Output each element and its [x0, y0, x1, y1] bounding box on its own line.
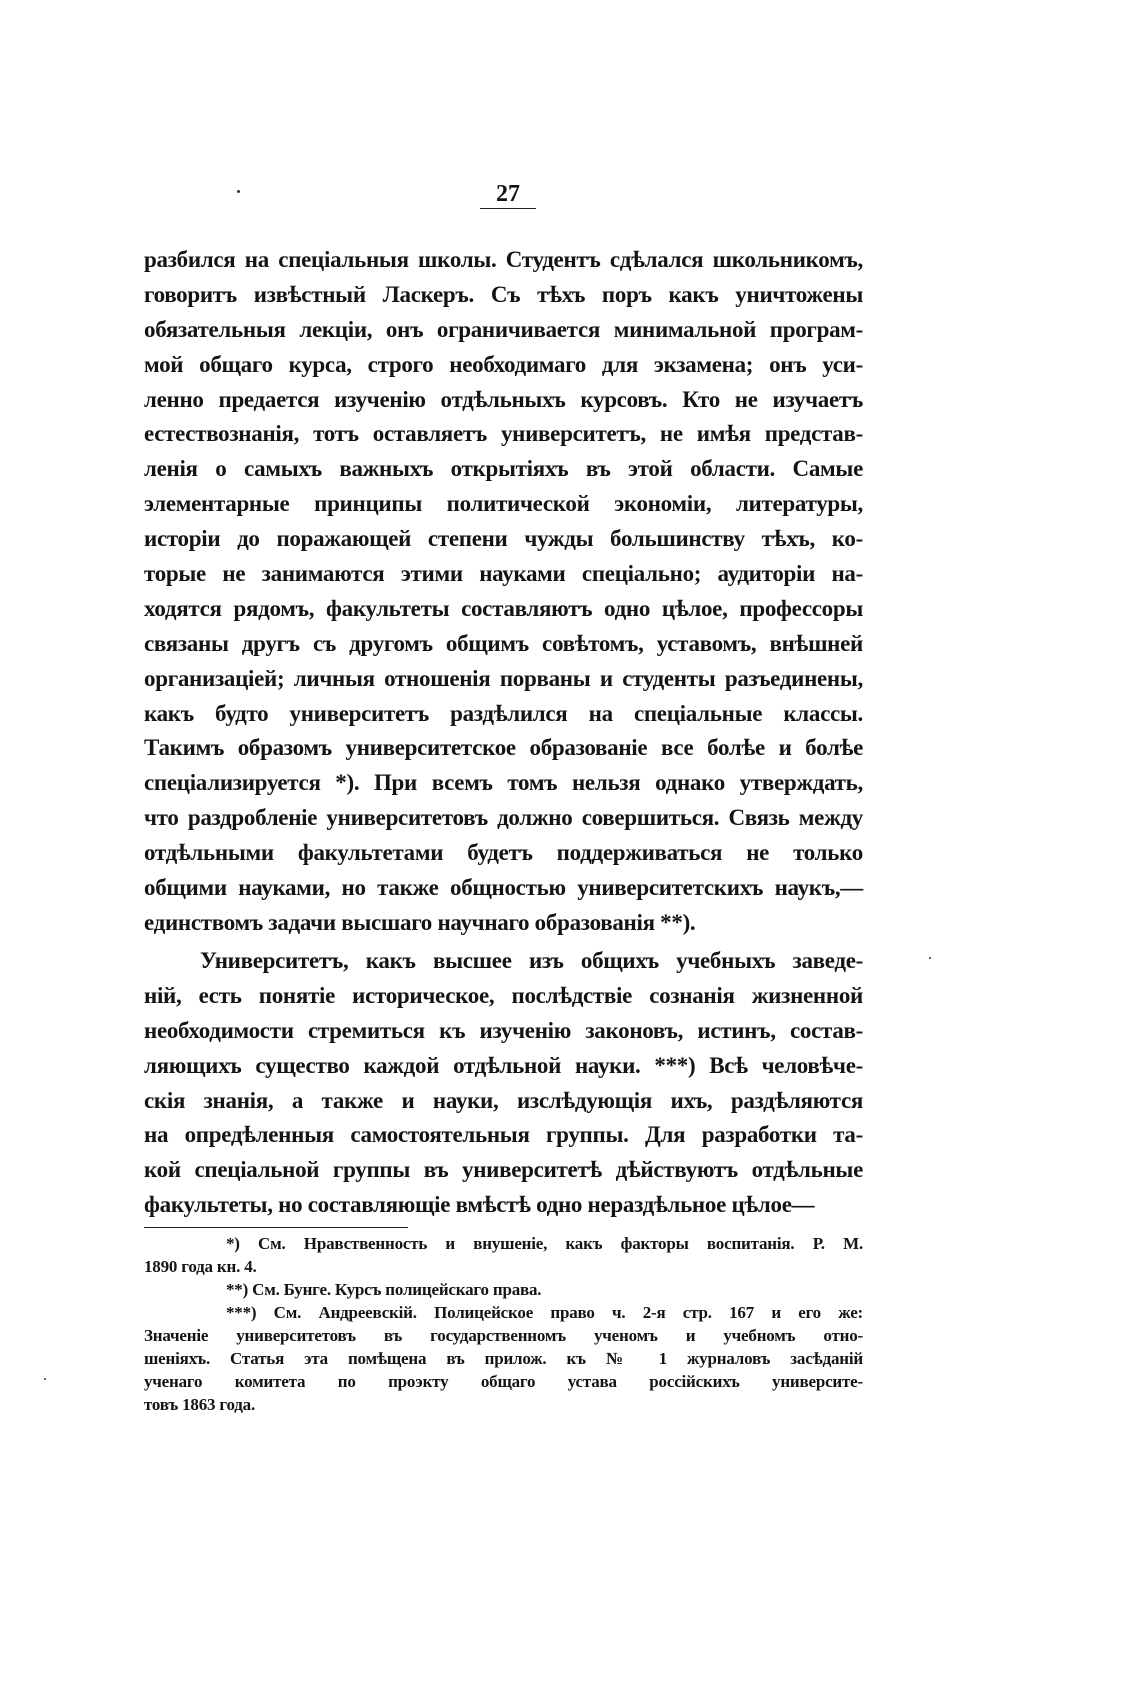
text-line: связаны другъ съ другомъ общимъ совѣтомъ, уставомъ, внѣшней [144, 630, 863, 656]
text-line: Значеніе университетовъ въ государственномъ ученомъ и учебномъ отно- [144, 1326, 863, 1345]
text-line: исторіи до поражающей степени чужды большинству тѣхъ, ко- [144, 526, 863, 552]
text-line: ленія о самыхъ важныхъ открытіяхъ въ этой области. Самые [144, 456, 863, 482]
text-line: товъ 1863 года. [144, 1395, 256, 1414]
text-line: единствомъ задачи высшаго научнаго образованія **). [144, 909, 696, 935]
text-line: ній, есть понятіе историческое, послѣдствіе сознанія жизненной [144, 982, 863, 1008]
text-line: элементарные принципы политической экономіи, литературы, [144, 491, 863, 517]
text-line: ученаго комитета по проэкту общаго устава россійскихъ университе- [144, 1372, 863, 1391]
text-line: отдѣльными факультетами будетъ поддерживаться не только [144, 840, 863, 866]
text-line: мой общаго курса, строго необходимаго для экзамена; онъ уси- [144, 351, 863, 377]
text-line: на опредѣленныя самостоятельныя группы. Для разработки та- [144, 1122, 863, 1148]
text-line: ляющихъ существо каждой отдѣльной науки. ***) Всѣ человѣче- [144, 1052, 863, 1078]
footnote [144, 1301, 863, 1416]
scan-speck [237, 190, 240, 193]
scan-speck [44, 1378, 46, 1380]
text-line: ленно предается изученію отдѣльныхъ курсовъ. Кто не изучаетъ [144, 386, 863, 412]
text-line: шеніяхъ. Статья эта помѣщена въ прилож. къ № 1 журналовъ засѣданій [144, 1349, 863, 1368]
text-line: 1890 года кн. 4. [144, 1257, 257, 1276]
text-line: *) См. Нравственность и внушеніе, какъ факторы воспитанія. Р. М. [226, 1234, 863, 1253]
text-line: естествознанія, тотъ оставляетъ университетъ, не имѣя представ- [144, 421, 863, 447]
text-line: ходятся рядомъ, факультеты составляютъ одно цѣлое, профессоры [144, 595, 863, 621]
text-line: спеціализируется *). При всемъ томъ нельзя однако утверждать, [144, 770, 863, 796]
text-line: кой спеціальной группы въ университетѣ дѣйствуютъ отдѣльные [144, 1157, 863, 1183]
text-line: что раздробленіе университетовъ должно совершиться. Связь между [144, 805, 863, 831]
text-line: организаціей; личныя отношенія порваны и студенты разъединены, [144, 665, 863, 691]
footnotes [144, 1232, 863, 1416]
text-line: Университетъ, какъ высшее изъ общихъ учебныхъ заведе- [200, 948, 863, 973]
text-line: обязательныя лекціи, онъ ограничивается минимальной програм- [144, 316, 863, 342]
text-line: общими науками, но также общностью университетскихъ наукъ,— [144, 875, 863, 901]
footnote-divider [144, 1227, 408, 1228]
paragraph-1 [144, 243, 863, 941]
text-line: Такимъ образомъ университетское образованіе все болѣе и болѣе [144, 735, 863, 761]
scan-speck [929, 957, 931, 959]
page-number: 27 [480, 180, 536, 209]
text-line: **) См. Бунге. Курсъ полицейскаго права. [226, 1280, 542, 1299]
text-line: ***) См. Андреевскій. Полицейское право ч. 2-я стр. 167 и его же: [226, 1303, 863, 1322]
text-line: разбился на спеціальныя школы. Студентъ сдѣлался школьникомъ, [144, 247, 863, 272]
text-line: факультеты, но составляющіе вмѣстѣ одно нераздѣльное цѣлое— [144, 1192, 815, 1218]
text-line: торые не занимаются этими науками спеціально; аудиторіи на- [144, 561, 863, 587]
text-line: скія знанія, а также и науки, изслѣдующія ихъ, раздѣляются [144, 1087, 863, 1113]
footnote [144, 1278, 863, 1301]
text-line: необходимости стремиться къ изученію законовъ, истинъ, состав- [144, 1017, 863, 1043]
text-line: говоритъ извѣстный Ласкеръ. Съ тѣхъ поръ какъ уничтожены [144, 281, 863, 307]
text-line: какъ будто университетъ раздѣлился на спеціальные классы. [144, 700, 863, 726]
paragraph-2 [144, 944, 863, 1223]
footnote [144, 1232, 863, 1278]
